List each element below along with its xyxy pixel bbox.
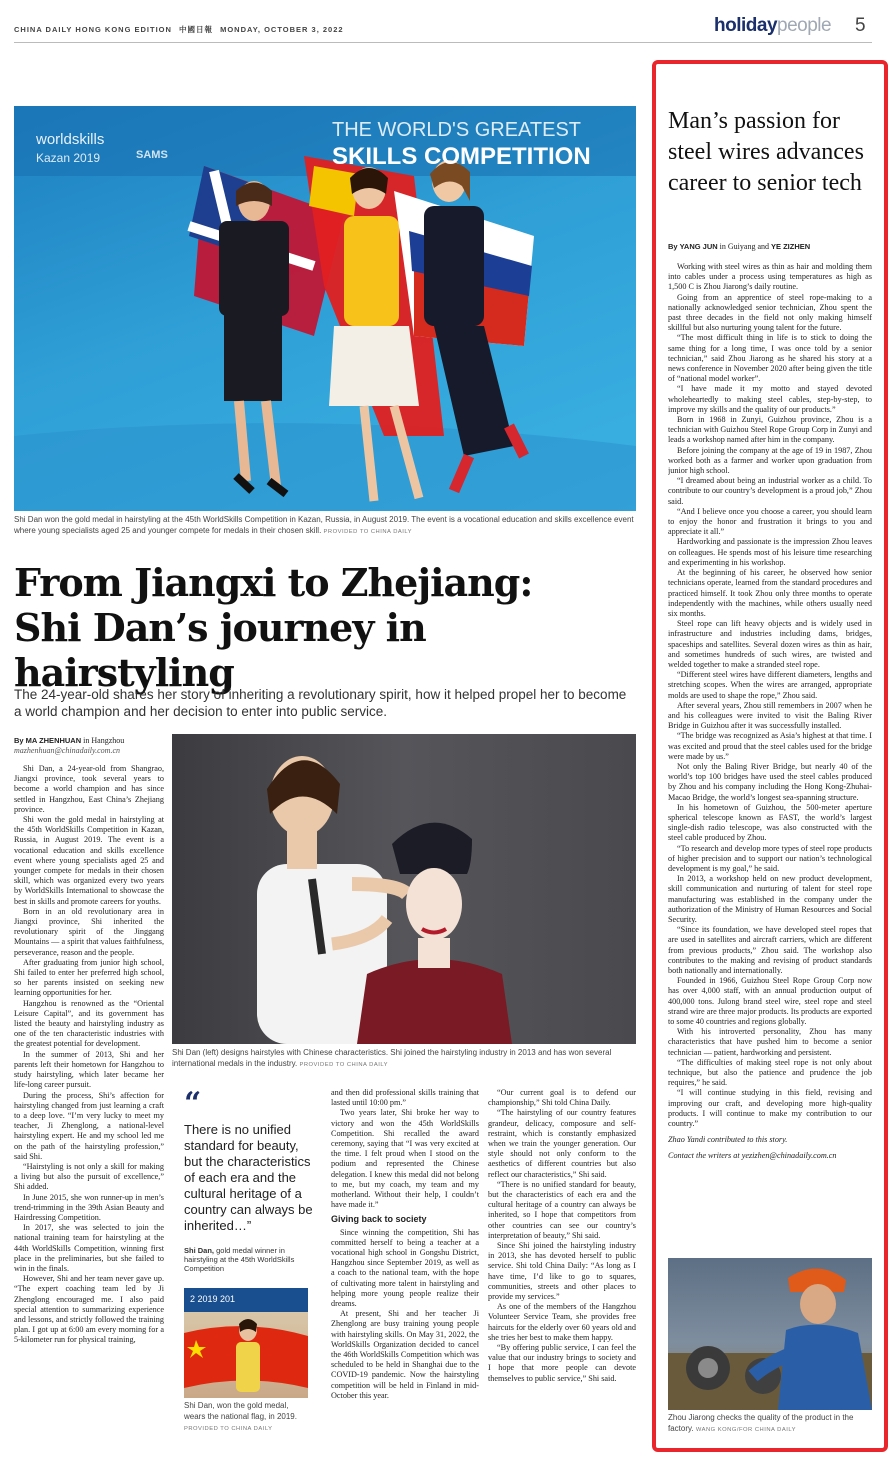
col1-paragraph: “Hairstyling is not only a skill for making a living but also the pursuit of excellence,” Shi added. [14, 1161, 164, 1192]
sidebar-paragraph: Going from an apprentice of steel rope-making to a nationally acknowledged senior technician, Zhou spent the past three decades in the field not only making himself skillful but also nurturing young talent for the future. [668, 292, 872, 333]
article-column-4 [488, 1088, 636, 1436]
sidebar-paragraph: Founded in 1966, Guizhou Steel Rope Group Corp now has over 4,000 staff, with an annual production output of 400,000 tons. Julong brand steel wire, steel rope and steel strand wire are three major products. Its products are exported to some 40 countries and regions globally. [668, 976, 872, 1027]
sidebar-paragraph: Before joining the company at the age of 19 in 1987, Zhou worked both as a farmer and worker upon graduation from junior high school. [668, 445, 872, 476]
page-number: 5 [855, 15, 866, 36]
sidebar-paragraph: In 2013, a workshop held on new product development, skill communication and nurturing of talent for steel rope manufacturing was established in the company under the authorization of the Ministry of Human Resources and Social Security. [668, 874, 872, 924]
flag-photo-caption [184, 1400, 308, 1435]
sidebar-paragraph: “I dreamed about being an industrial worker as a child. To contribute to our country’s development is a proud job,” Zhou said. [668, 476, 872, 506]
col4-paragraph: “The hairstyling of our country features grandeur, delicacy, composure and self-restraint, which is constantly emphasized when we train the younger generation. Our style should not only conform to the aesthetics of different countries but also reflect our characteristics,” Shi said. [488, 1108, 636, 1179]
styling-illustration [172, 734, 636, 1044]
factory-photo-caption [668, 1412, 872, 1436]
col1-paragraph: During the process, Shi’s affection for hairstyling changed from just learning a craft to a deep love. “I’m very lucky to meet my teacher, Ji Zhenglong, a national-level hairstyling expert. He and my school led me on the path of the hairstyling profession,” said Shi. [14, 1090, 164, 1161]
hero-banner-line1: THE WORLD'S GREATEST [332, 119, 582, 141]
col1-paragraph: In the summer of 2013, Shi and her parents left their hometown for Hangzhou to study hairstyling, which later became her life-long career pursuit. [14, 1049, 164, 1090]
quote-mark-icon: “ [184, 1086, 202, 1121]
section-title [714, 15, 831, 37]
col4-paragraph: “By offering public service, I can feel the value that our industry brings to society and I hope that more people can devote themselves to public service,” Shi said. [488, 1343, 636, 1383]
hero-illustration [14, 106, 636, 511]
sidebar-paragraph: “The bridge was recognized as Asia’s highest at that time. I was excited and proud that the steel cables used for the bridge were made by us.” [668, 731, 872, 761]
headline-line-2: Shi Dan’s journey in hairstyling [14, 605, 426, 695]
col3-paragraph: At present, Shi and her teacher Ji Zhenglong are busy training young people with hairstyling skills. On May 31, 2022, the WorldSkills Organization decided to cancel the 46th WorldSkills Competition which was scheduled to be held in Shanghai due to the COVID-19 pandemic. Now the hairstyling competition will be held in Finland in mid-October this year. [331, 1309, 479, 1400]
sidebar-headline: Man’s passion for steel wires advances career to senior tech [668, 108, 864, 196]
col1-paragraph: After graduating from junior high school, Shi failed to enter her preferred high school, so her parents insisted on seeking new learning opportunities for her. [14, 957, 164, 998]
issue-date: MONDAY, OCTOBER 3, 2022 [220, 25, 344, 34]
hero-caption-text: Shi Dan won the gold medal in hairstyling at the 45th WorldSkills Competition in Kazan, Russia, in August 2019. The event is a vocational education and skills excellence event where young specialists aged 25 and younger compete for medals in their chosen skill. [14, 515, 634, 535]
flag-caption-text: Shi Dan, won the gold medal, wears the national flag, in 2019. [184, 1401, 297, 1421]
byline-prefix: By [14, 736, 24, 745]
pull-quote [184, 1086, 316, 1273]
col1-paragraph: Hangzhou is renowned as the “Oriental Leisure Capital”, and its government has listed the beauty and hairstyling industry as one of the ten characteristic industries with the greatest potential for development. [14, 998, 164, 1049]
sidebar-contact: Contact the writers at yezizhen@chinadaily.com.cn [668, 1151, 837, 1161]
sidebar-paragraph: With his introverted personality, Zhou has many characteristics that have pushed him to become a senior technician — patient, hardworking and persistent. [668, 1027, 872, 1057]
col1-paragraph: Shi Dan, a 24-year-old from Shangrao, Jiangxi province, took several years to become a world champion and has since settled in Hangzhou, East China’s Zhejiang province. [14, 764, 164, 814]
flag-photo-credit: PROVIDED TO CHINA DAILY [184, 1426, 273, 1432]
styling-photo [172, 734, 636, 1044]
masthead-chinese: 中國日報 [179, 25, 213, 34]
factory-photo-credit: WANG KONG/FOR CHINA DAILY [695, 1427, 796, 1433]
factory-illustration [668, 1258, 872, 1410]
sidebar-contributor: Zhao Yandi contributed to this story. [668, 1135, 788, 1145]
article-byline [14, 736, 164, 756]
pull-quote-text: There is no unified standard for beauty, but the characteristics of each era and the cultural heritage of a country can always be inherited…” [184, 1122, 313, 1233]
col3-paragraph: Since winning the competition, Shi has committed herself to being a teacher at a vocational high school in Gongshu District, Hangzhou since September 2019, as well as a coach to the national team, with the hope of cultivating more talent in hairstyling and helping more young people realize their dreams. [331, 1227, 479, 1309]
byline-name: MA ZHENHUAN [25, 736, 82, 745]
section-title-a: holiday [714, 15, 778, 36]
sidebar-paragraph: Steel rope can lift heavy objects and is widely used in infrastructure and industries including dams, bridges, spaceships and satellites. Several dozen wires as thin as hair, and sometimes hundreds of such wires, are twisted and welded together to make a stranded steel rope. [668, 619, 872, 669]
sidebar-paragraph: Hardworking and passionate is the impression Zhou leaves on colleagues. He spends most of his leisure time researching and experimenting in his workshop. [668, 537, 872, 567]
sidebar-paragraph: After several years, Zhou still remembers in 2007 when he and his colleagues were invited to visit the Baling River Bridge in Guizhou after it was successfully installed. [668, 700, 872, 731]
section-title-b: people [777, 15, 832, 36]
masthead-name: CHINA DAILY HONG KONG EDITION [14, 25, 172, 34]
sidebar-byline [668, 242, 868, 252]
sidebar-paragraph: “To research and develop more types of steel rope products of higher precision and to support our nation’s technological development is my goal,” he said. [668, 843, 872, 873]
article-column-1 [14, 764, 164, 1436]
sidebar-byline-mid: in Guiyang and [717, 242, 771, 251]
sidebar-byline-prefix: By [668, 242, 678, 251]
hero-photo [14, 106, 636, 511]
col1-paragraph: However, Shi and her team never gave up. “The expert coaching team led by Ji Zhenglong encouraged me. I also paid special attention to summarizing experience and lessons, and strictly followed the training plan. I got up at 6:00 am every morning for a 5-kilometer run for physical training, [14, 1274, 164, 1345]
subhead-giving-back: Giving back to society [331, 1214, 427, 1225]
hero-logo-line1: worldskills [36, 131, 105, 148]
sidebar-paragraph: “Different steel wires have different diameters, lengths and stretching scopes. When the wires are arranged, appropriate molds are used to shape the rope,” Zhou said. [668, 670, 872, 700]
sidebar-author-2: YE ZIZHEN [771, 242, 811, 251]
col1-paragraph: In 2017, she was selected to join the national training team for hairstyling at the 44th WorldSkills Competition, winning first place in the preliminaries, but she failed to win in the finals. [14, 1223, 164, 1273]
byline-email: mazhenhuan@chinadaily.com.cn [14, 746, 121, 755]
article-headline [14, 560, 614, 695]
byline-place: in Hangzhou [81, 736, 125, 745]
quote-attr-name: Shi Dan, [184, 1246, 215, 1255]
sidebar-paragraph: At the beginning of his career, he observed how senior technicians operate, learned from the standard procedures and practiced himself. It took Zhou only three months to operate independently with the machines, while others usually need six months. [668, 568, 872, 618]
sidebar-body [668, 262, 872, 1252]
factory-caption-text: Zhou Jiarong checks the quality of the product in the factory. [668, 1413, 854, 1433]
article-dek: The 24-year-old shares her story of inheriting a revolutionary spirit, how it helped propel her to become a world champion and her decision to enter into public service. [14, 687, 627, 719]
sidebar-author-1: YANG JUN [679, 242, 718, 251]
sidebar-paragraph: “The difficulties of making steel rope is not only about technique, but also the patience and prudence the job requires,” he said. [668, 1057, 872, 1088]
headline-line-1: From Jiangxi to Zhejiang: [14, 560, 533, 605]
col4-paragraph: “Our current goal is to defend our championship,” Shi told China Daily. [488, 1088, 636, 1108]
hero-logo-line2: Kazan 2019 [36, 151, 101, 165]
hero-caption [14, 514, 636, 538]
sidebar-paragraph: “The most difficult thing in life is to stick to doing the same thing for a long time, I was once told by a senior technician,” said Zhou Jiarong as he shared his story at a news conference in November 2020 after being given the title of “national model worker”. [668, 333, 872, 384]
sidebar-paragraph: “Since its foundation, we have developed steel ropes that are used in satellites and aircraft carriers, which are different from previous products,” Zhou said. The workshop also contributes to the making and revising of product standards both nationally and internationally. [668, 925, 872, 976]
sidebar-paragraph: Not only the Baling River Bridge, but nearly 40 of the world’s top 100 bridges have used the steel cables produced by Zhou and his company including the Hong Kong-Zhuhai-Macao Bridge, the world’s longest sea-spanning structure. [668, 761, 872, 802]
sidebar-paragraph: “I will continue studying in this field, revising and improving our craft, and developing more high-quality products. I will continue to make my contribution to our country.” [668, 1088, 872, 1129]
flag-photo-banner: 2 2019 201 [190, 1294, 236, 1304]
col4-paragraph: Since Shi joined the hairstyling industry in 2013, she has devoted herself to public service. Shi told China Daily: “As long as I have time, I’d like to go to squares, communities, streets and other places to provide my services.” [488, 1241, 636, 1302]
col1-paragraph: Born in an old revolutionary area in Jiangxi province, Shi inherited the revolutionary spirit of the Jinggang Mountains — a spirit that values faithfulness, perseverance, reason and the people. [14, 906, 164, 957]
factory-photo [668, 1258, 872, 1410]
sidebar-paragraph: “And I believe once you choose a career, you should learn to enjoy the honor and frustration it brings to you and appreciate it all.” [668, 506, 872, 537]
styling-photo-credit: PROVIDED TO CHINA DAILY [299, 1062, 388, 1068]
col1-paragraph: In June 2015, she won runner-up in men’s trend-trimming in the 39th Asian Beauty and Hairdressing Competition. [14, 1192, 164, 1222]
styling-photo-caption [172, 1047, 636, 1071]
sidebar-paragraph: “I have made it my motto and stayed devoted wholeheartedly to making steel cables, step-by-step, to improve my skills and the quality of our products.” [668, 384, 872, 414]
hero-sponsor: SAMS [136, 149, 168, 161]
sidebar-paragraph: Working with steel wires as thin as hair and molding them into cables under a process using temperatures as high as 1,500 C is Zhou Jiarong’s daily routine. [668, 262, 872, 292]
sidebar-paragraph: In his hometown of Guizhou, the 500-meter aperture spherical telescope known as FAST, the world’s largest single-dish radio telescope, was also constructed with the steel cable produced by Zhou. [668, 802, 872, 843]
flag-illustration [184, 1288, 308, 1398]
sidebar-paragraph: Born in 1968 in Zunyi, Guizhou province, Zhou is a technician with Guizhou Steel Rope Group Corp in Zunyi and leads a workshop named after him in the company. [668, 415, 872, 445]
hero-banner-line2: SKILLS COMPETITION [332, 143, 591, 170]
pull-quote-attribution [184, 1246, 316, 1273]
masthead-line [14, 24, 344, 35]
quote-attr-rest: gold medal winner in hairstyling at the 45th WorldSkills Competition [184, 1246, 295, 1273]
col1-paragraph: Shi won the gold medal in hairstyling at the 45th WorldSkills Competition in Kazan, Russia, in August 2019. The event is a vocational education and skills excellence event where young specialists aged 25 and younger compete for medals in their chosen skill, which was organized every two years by WorldSkills International to showcase the best in skills and promote careers for youths. [14, 815, 164, 906]
col4-paragraph: As one of the members of the Hangzhou Volunteer Service Team, she provides free haircuts for the elderly over 60 years old and she tries her best to make them happy. [488, 1302, 636, 1342]
article-column-3 [331, 1088, 479, 1436]
flag-photo [184, 1288, 308, 1398]
hero-credit: PROVIDED TO CHINA DAILY [323, 529, 413, 535]
styling-caption-text: Shi Dan (left) designs hairstyles with Chinese characteristics. Shi joined the hairstyling industry in 2013 and has won several international medals in the industry. [172, 1048, 612, 1068]
header-divider [14, 42, 872, 43]
col3-paragraph: and then did professional skills training that lasted until 10:00 pm.” [331, 1088, 479, 1108]
col3-paragraph: Two years later, Shi broke her way to victory and won the 45th WorldSkills Competition. Shi recalled the award ceremony, saying that “I was very excited at the time. I felt proud when I stood on the podium and represented the Chinese delegation. I knew this medal did not belong to me, but my coach, my team and my motherland. Without their help, I couldn’t have made it.” [331, 1108, 479, 1210]
col4-paragraph: “There is no unified standard for beauty, but the characteristics of each era and the cultural heritage of a country can always be inherited, so I hope that competitors from other countries can see our country’s interpretation of beauty,” Shi said. [488, 1179, 636, 1240]
